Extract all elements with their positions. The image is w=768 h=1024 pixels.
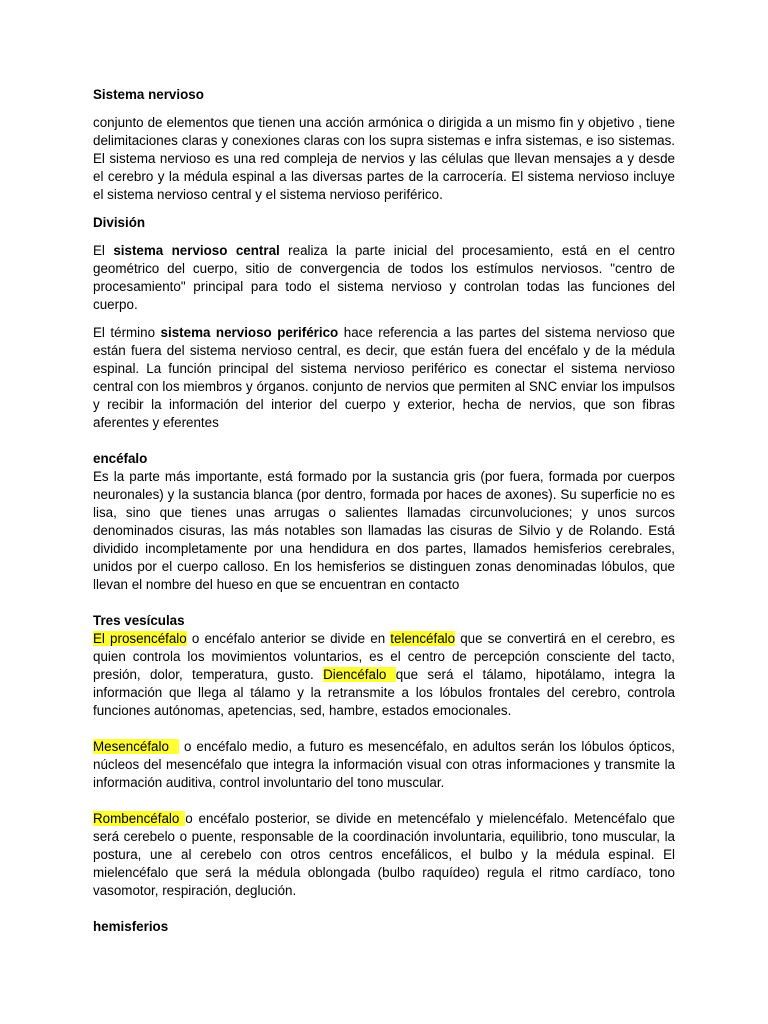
highlight-telencefalo: telencéfalo: [390, 631, 456, 646]
document-title: Sistema nervioso: [93, 87, 204, 102]
highlight-rombencefalo: Rombencéfalo: [93, 811, 186, 826]
prosencefalo-paragraph: [93, 630, 675, 720]
rombencefalo-paragraph: [93, 810, 675, 900]
highlight-diencefalo: Diencéfalo: [323, 667, 396, 682]
snp-term: sistema nervioso periférico: [160, 325, 339, 340]
division-heading: División: [93, 215, 146, 230]
prosencefalo-text-3: que será el tálamo, hipotálamo, integra la información que llega al tálamo y la retransmite a los lóbulos frontales del cerebro, controla funciones autónomas, apetencias, sed, hambre, estados emocionales.: [93, 667, 675, 718]
prosencefalo-text-2: que se convertirá en el cerebro, es quien controla los movimientos voluntarios, es el centro de percepción consciente del tacto, presión, dolor, temperatura, gusto.: [93, 631, 675, 682]
mesencefalo-paragraph: [93, 738, 675, 792]
prosencefalo-text-1: o encéfalo anterior se divide en: [186, 631, 391, 646]
rombencefalo-text: o encéfalo posterior, se divide en metencéfalo y mielencéfalo. Metencéfalo que será cerebelo o puente, responsable de la coordinación involuntaria, equilibrio, tono muscular, la postura, une al cerebelo con otros centros encefálicos, el bulbo y la médula espinal. El mielencéfalo que será la médula oblongada (bulbo raquídeo) regula el ritmo cardíaco, tono vasomotor, respiración, deglución.: [93, 811, 675, 898]
highlight-prosencefalo: El prosencéfalo: [93, 631, 187, 646]
snc-term: sistema nervioso central: [113, 243, 280, 258]
encefalo-paragraph: Es la parte más importante, está formado por la sustancia gris (por fuera, formada por cuerpos neuronales) y la sustancia blanca (por dentro, formada por haces de axones). Su superficie no es lisa, sino que tienes unas arrugas o salientes llamadas circunvoluciones; y unos surcos denominados cisuras, las más notables son llamadas las cisuras de Silvio y de Rolando. Está dividido incompletamente por una hendidura en dos partes, llamados hemisferios cerebrales, unidos por el cuerpo calloso. En los hemisferios se distinguen zonas denominadas lóbulos, que llevan el nombre del hueso en que se encuentran en contacto: [93, 469, 675, 592]
snp-post: hace referencia a las partes del sistema nervioso que están fuera del sistema nervioso central, es decir, que están fuera del encéfalo y de la médula espinal. La función principal del sistema nervioso periférico es conectar el sistema nervioso central con los miembros y órganos. conjunto de nervios que permiten al SNC enviar los impulsos y recibir la información del interior del cuerpo y exterior, hecha de nervios, que son fibras aferentes y eferentes: [93, 325, 676, 430]
encefalo-heading: encéfalo: [93, 451, 148, 466]
snc-post: realiza la parte inicial del procesamiento, está en el centro geométrico del cuerpo, sitio de convergencia de todos los estímulos nerviosos. "centro de procesamiento" principal para todo el sistema nervioso y controlan todas las funciones del cuerpo.: [93, 243, 675, 312]
vesiculas-heading: Tres vesículas: [93, 613, 185, 628]
hemisferios-heading: hemisferios: [93, 919, 169, 934]
highlight-mesencefalo: Mesencéfalo: [93, 739, 179, 754]
mesencefalo-text: o encéfalo medio, a futuro es mesencéfalo, en adultos serán los lóbulos ópticos, núcleos del mesencéfalo que integra la información visual con otras informaciones y transmite la información auditiva, control involuntario del tono muscular.: [93, 739, 675, 790]
snp-paragraph: [93, 324, 675, 432]
snp-pre: El término: [93, 325, 161, 340]
snc-paragraph: [93, 242, 675, 314]
snc-pre: El: [93, 243, 114, 258]
intro-paragraph: conjunto de elementos que tienen una acción armónica o dirigida a un mismo fin y objetivo , tiene delimitaciones claras y conexiones claras con los supra sistemas e infra sistemas, e iso sistemas. El sistema nervioso es una red compleja de nervios y las células que llevan mensajes a y desde el cerebro y la médula espinal a las diversas partes de la carrocería. El sistema nervioso incluye el sistema nervioso central y el sistema nervioso periférico.: [93, 115, 675, 202]
